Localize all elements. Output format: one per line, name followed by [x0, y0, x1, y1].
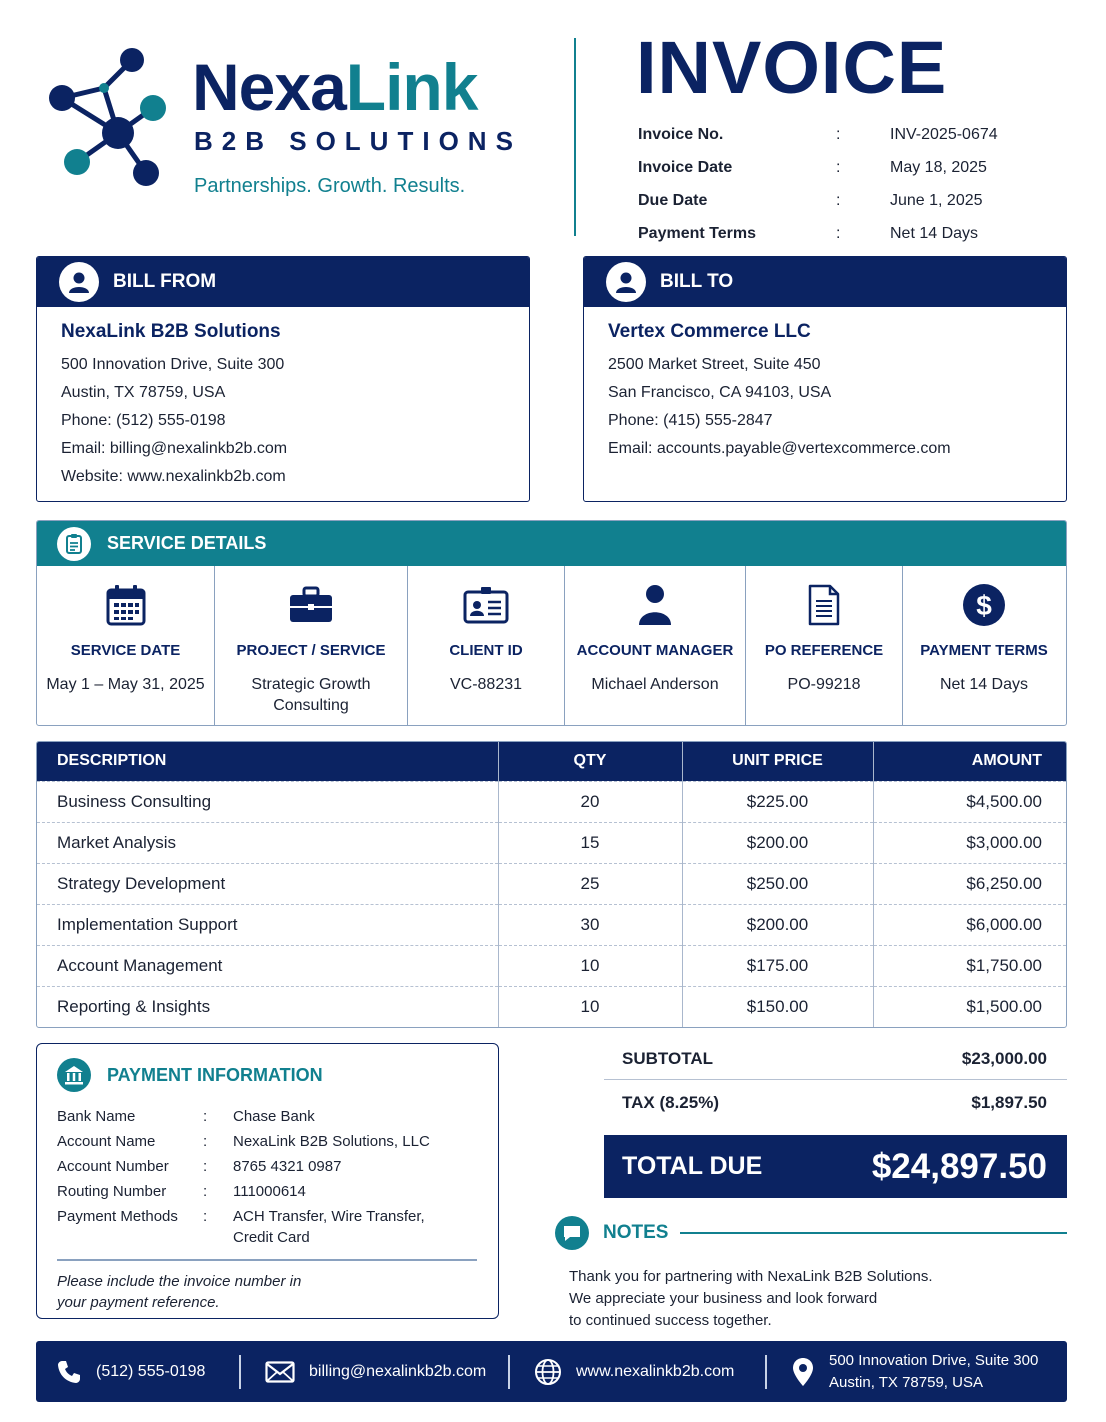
meta-value: INV-2025-0674 [890, 125, 998, 143]
column-header-description: DESCRIPTION [37, 742, 498, 781]
dollar-icon [903, 582, 1065, 628]
invoice-meta-row [638, 184, 1058, 217]
item-amount: $1,750.00 [873, 945, 1066, 986]
total-due-value: $24,897.50 [871, 1146, 1047, 1186]
footer-address [767, 1341, 1038, 1402]
calendar-icon [37, 582, 214, 628]
notes-heading: NOTES [603, 1222, 669, 1243]
item-unit-price: $250.00 [682, 863, 873, 904]
service-cell-date [37, 566, 215, 725]
service-cell-value: Strategic Growth Consulting [251, 676, 371, 714]
footer-bar [36, 1341, 1067, 1402]
totals-block [604, 1038, 1067, 1198]
meta-value: May 18, 2025 [890, 158, 987, 176]
bill-to-name: Vertex Commerce LLC [608, 321, 811, 342]
payment-row [57, 1106, 478, 1127]
id-card-icon [408, 582, 564, 628]
subtotal-label: SUBTOTAL [622, 1048, 713, 1068]
meta-colon: : [836, 158, 841, 176]
bill-to-body [584, 307, 1066, 463]
service-cell-po-reference [746, 566, 903, 725]
service-details-cells [37, 566, 1066, 725]
bill-to-line: Phone: (415) 555-2847 [608, 412, 773, 429]
item-amount: $6,250.00 [873, 863, 1066, 904]
brand-name [192, 52, 522, 122]
notes-section [555, 1216, 1067, 1332]
invoice-meta-row [638, 217, 1058, 250]
location-pin-icon [791, 1357, 815, 1387]
bill-to-line: 2500 Market Street, Suite 450 [608, 356, 821, 373]
item-qty: 10 [498, 945, 682, 986]
bill-from-line: Website: www.nexalinkb2b.com [61, 468, 286, 485]
item-amount: $1,500.00 [873, 986, 1066, 1027]
notes-line: to continued success together. [569, 1312, 772, 1329]
brand-subtitle: B2B SOLUTIONS [194, 126, 522, 156]
service-details-box [36, 520, 1067, 726]
service-cell-client-id [408, 566, 565, 725]
payment-label: Account Name [57, 1133, 156, 1150]
service-cell-label: PO REFERENCE [764, 642, 884, 659]
item-qty: 10 [498, 986, 682, 1027]
payment-information-header [57, 1058, 478, 1092]
payment-row [57, 1131, 478, 1152]
invoice-meta-row [638, 118, 1058, 151]
notes-line: Thank you for partnering with NexaLink B2B Solutions. [569, 1268, 933, 1285]
column-header-amount: AMOUNT [873, 742, 1066, 781]
document-icon [746, 582, 902, 628]
meta-colon: : [836, 191, 841, 209]
service-cell-payment-terms [903, 566, 1065, 725]
service-details-header [37, 521, 1066, 566]
notes-body [555, 1266, 1067, 1332]
bank-icon [57, 1058, 91, 1092]
service-cell-label: CLIENT ID [449, 642, 523, 659]
bill-from-header [37, 257, 529, 307]
footer-website-text[interactable]: www.nexalinkb2b.com [576, 1362, 735, 1380]
meta-colon: : [836, 224, 841, 242]
payment-label: Account Number [57, 1158, 169, 1175]
table-row [37, 781, 1066, 822]
bill-from-line: 500 Innovation Drive, Suite 300 [61, 356, 285, 373]
service-cell-value: Net 14 Days [939, 676, 1029, 693]
header-divider [574, 38, 576, 236]
tax-row [604, 1080, 1067, 1126]
meta-value: Net 14 Days [890, 224, 979, 242]
service-cell-value: PO-99218 [787, 676, 861, 693]
payment-value: ACH Transfer, Wire Transfer, Credit Card [233, 1208, 425, 1246]
person-icon [565, 582, 745, 628]
service-cell-label: PROJECT / SERVICE [236, 642, 386, 659]
table-row [37, 986, 1066, 1027]
footer-phone [36, 1341, 239, 1402]
footer-address-line2: Austin, TX 78759, USA [829, 1373, 983, 1391]
item-description: Reporting & Insights [37, 986, 498, 1027]
bill-to-heading: BILL TO [660, 271, 734, 292]
subtotal-value: $23,000.00 [961, 1048, 1047, 1068]
meta-value: June 1, 2025 [890, 191, 983, 209]
payment-note: Please include the invoice number in your payment reference. [57, 1272, 302, 1311]
item-description: Market Analysis [37, 822, 498, 863]
bill-to-line: San Francisco, CA 94103, USA [608, 384, 832, 401]
item-amount: $4,500.00 [873, 781, 1066, 822]
payment-row [57, 1156, 478, 1177]
item-unit-price: $200.00 [682, 822, 873, 863]
nexalink-logo [40, 40, 210, 200]
service-cell-account-manager [565, 566, 746, 725]
clipboard-icon [57, 527, 91, 561]
svg-text:$: $ [976, 590, 992, 621]
bill-to-header [584, 257, 1066, 307]
table-row [37, 945, 1066, 986]
footer-address-line1: 500 Innovation Drive, Suite 300 [829, 1351, 1039, 1369]
payment-label: Routing Number [57, 1183, 167, 1200]
column-header-unit-price: UNIT PRICE [682, 742, 873, 781]
service-cell-value: VC-88231 [449, 676, 523, 693]
bill-from-line: Austin, TX 78759, USA [61, 384, 226, 401]
invoice-title: INVOICE [636, 26, 948, 109]
bill-to-line: Email: accounts.payable@vertexcommerce.com [608, 440, 951, 457]
bill-from-heading: BILL FROM [113, 271, 217, 292]
payment-information-heading: PAYMENT INFORMATION [107, 1064, 323, 1085]
table-row [37, 822, 1066, 863]
brand-name-part2: Link [345, 50, 478, 124]
payment-colon: : [203, 1108, 208, 1125]
item-description: Business Consulting [37, 781, 498, 822]
payment-divider [57, 1259, 477, 1261]
globe-icon [534, 1358, 562, 1386]
user-icon [606, 262, 646, 302]
item-qty: 15 [498, 822, 682, 863]
meta-colon: : [836, 125, 841, 143]
item-unit-price: $175.00 [682, 945, 873, 986]
envelope-icon [265, 1361, 295, 1383]
table-header-row [37, 742, 1066, 781]
payment-value: 8765 4321 0987 [233, 1158, 342, 1175]
payment-colon: : [203, 1133, 208, 1150]
meta-label: Due Date [638, 191, 708, 209]
chat-bubble-icon [555, 1216, 589, 1250]
brand-block [192, 52, 522, 198]
footer-website [510, 1341, 765, 1402]
notes-header [555, 1216, 1067, 1250]
payment-colon: : [203, 1208, 208, 1225]
payment-label: Payment Methods [57, 1208, 178, 1225]
footer-email [241, 1341, 508, 1402]
payment-information-box [36, 1043, 499, 1319]
tax-label: TAX (8.25%) [622, 1093, 719, 1112]
brand-tagline: Partnerships. Growth. Results. [194, 175, 466, 197]
payment-value: Chase Bank [233, 1108, 315, 1125]
service-cell-value: Michael Anderson [591, 676, 719, 693]
brand-name-part1: Nexa [192, 50, 346, 124]
notes-rule [680, 1232, 1067, 1234]
total-due-label: TOTAL DUE [622, 1152, 763, 1180]
meta-label: Invoice Date [638, 158, 733, 176]
service-cell-project [215, 566, 408, 725]
bill-to-box [583, 256, 1067, 502]
item-description: Implementation Support [37, 904, 498, 945]
tax-value: $1,897.50 [971, 1093, 1047, 1112]
footer-phone-text[interactable]: (512) 555-0198 [96, 1362, 206, 1380]
item-amount: $3,000.00 [873, 822, 1066, 863]
item-qty: 25 [498, 863, 682, 904]
invoice-meta [638, 118, 1058, 250]
item-unit-price: $200.00 [682, 904, 873, 945]
invoice-meta-row [638, 151, 1058, 184]
item-unit-price: $150.00 [682, 986, 873, 1027]
service-cell-label: SERVICE DATE [70, 642, 181, 659]
meta-label: Invoice No. [638, 125, 724, 143]
phone-icon [56, 1359, 82, 1385]
service-cell-value: May 1 – May 31, 2025 [46, 676, 205, 693]
payment-colon: : [203, 1158, 208, 1175]
payment-row [57, 1181, 478, 1202]
service-cell-label: PAYMENT TERMS [920, 642, 1048, 659]
notes-line: We appreciate your business and look forward [569, 1290, 878, 1307]
payment-value: NexaLink B2B Solutions, LLC [233, 1133, 430, 1150]
item-qty: 30 [498, 904, 682, 945]
service-cell-label: ACCOUNT MANAGER [576, 642, 734, 659]
item-description: Strategy Development [37, 863, 498, 904]
total-due-bar [604, 1135, 1067, 1198]
bill-from-line: Phone: (512) 555-0198 [61, 412, 226, 429]
bill-from-body [37, 307, 529, 491]
footer-address-text [829, 1350, 1038, 1394]
column-header-qty: QTY [498, 742, 682, 781]
line-items-table [36, 741, 1067, 1028]
bill-from-line: Email: billing@nexalinkb2b.com [61, 440, 288, 457]
user-icon [59, 262, 99, 302]
table-row [37, 863, 1066, 904]
bill-from-box [36, 256, 530, 502]
meta-label: Payment Terms [638, 224, 756, 242]
payment-label: Bank Name [57, 1108, 136, 1125]
table-row [37, 904, 1066, 945]
service-details-heading: SERVICE DETAILS [107, 533, 267, 553]
payment-row [57, 1206, 478, 1248]
item-amount: $6,000.00 [873, 904, 1066, 945]
payment-value: 111000614 [233, 1183, 306, 1200]
payment-colon: : [203, 1183, 208, 1200]
briefcase-icon [215, 582, 407, 628]
footer-email-text[interactable]: billing@nexalinkb2b.com [309, 1362, 487, 1380]
item-qty: 20 [498, 781, 682, 822]
bill-from-name: NexaLink B2B Solutions [61, 321, 281, 342]
subtotal-row [604, 1038, 1067, 1080]
item-description: Account Management [37, 945, 498, 986]
item-unit-price: $225.00 [682, 781, 873, 822]
